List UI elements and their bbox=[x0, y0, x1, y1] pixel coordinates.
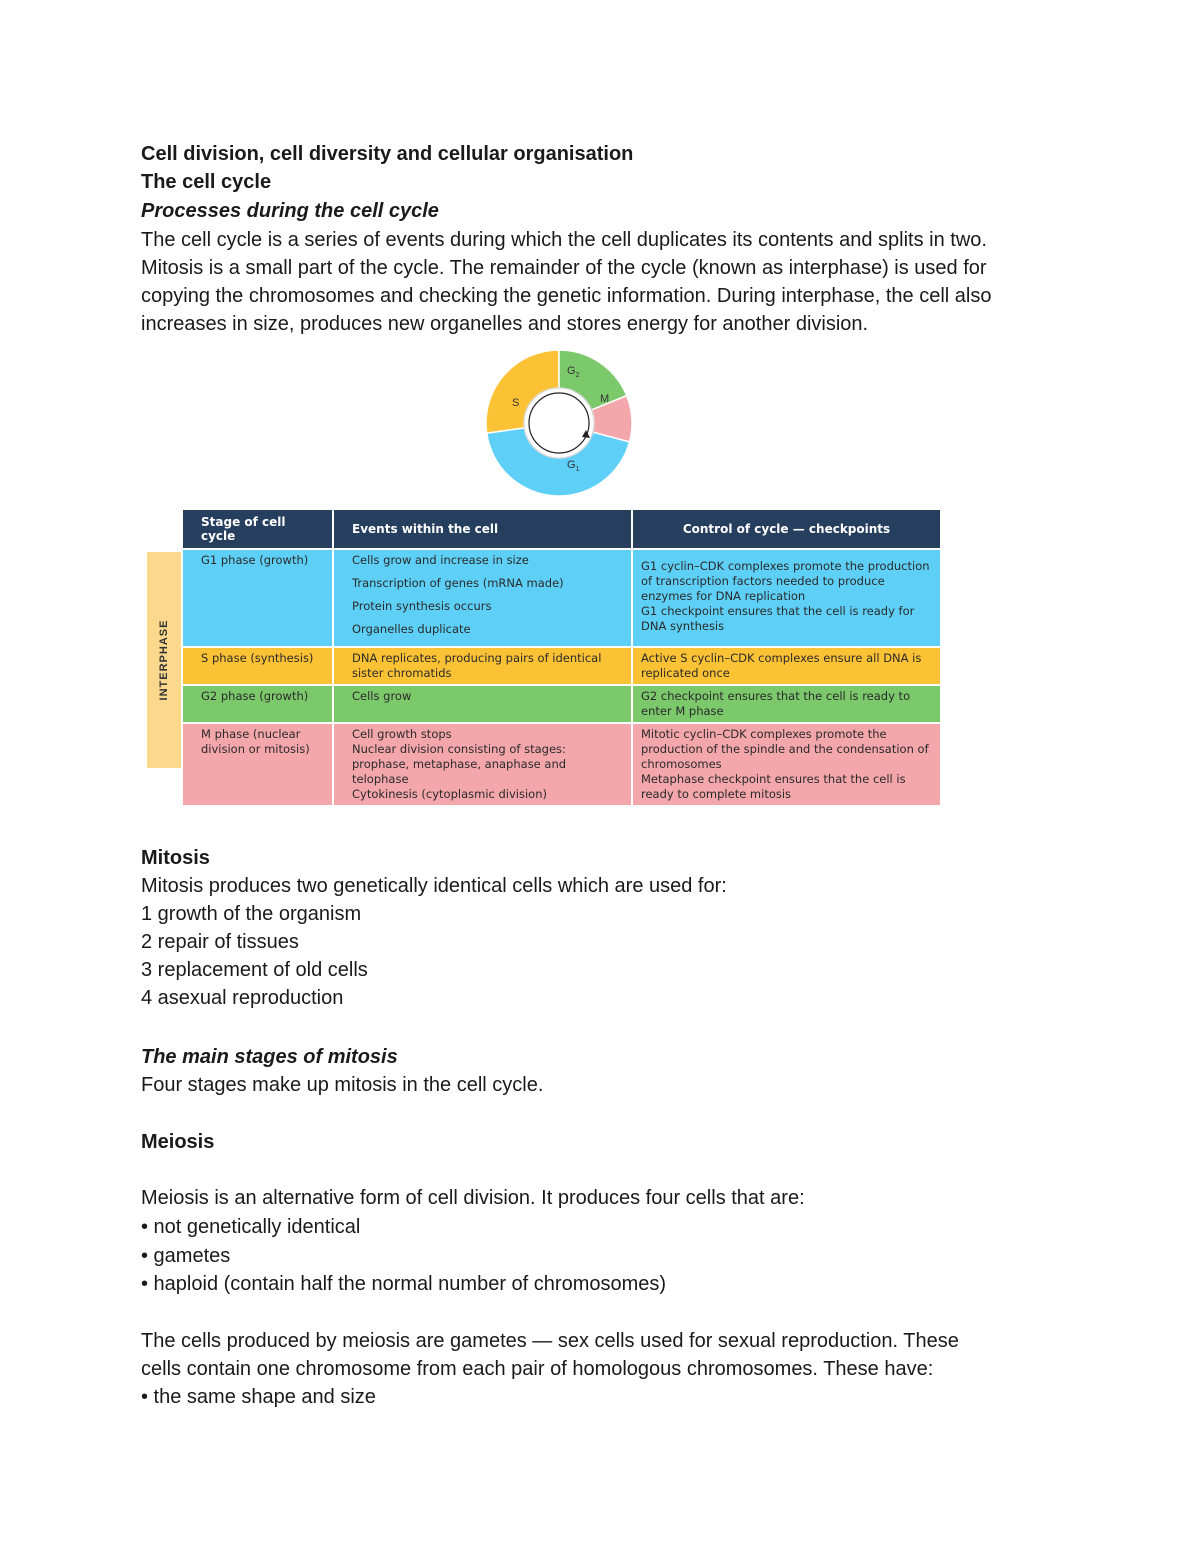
control-item: G1 checkpoint ensures that the cell is ready for DNA synthesis bbox=[641, 604, 915, 633]
mitosis-line: 2 repair of tissues bbox=[141, 931, 299, 953]
meiosis-line: Meiosis is an alternative form of cell division. It produces four cells that are: bbox=[141, 1187, 805, 1209]
event-item: Protein synthesis occurs bbox=[352, 599, 492, 613]
event-item: DNA replicates, producing pairs of identical sister chromatids bbox=[352, 651, 602, 680]
control-item: G1 cyclin–CDK complexes promote the production of transcription factors needed to produce enzymes for DNA replication bbox=[641, 559, 930, 603]
table-row-g2 bbox=[183, 685, 941, 723]
event-item: Cell growth stops bbox=[352, 727, 452, 741]
interphase-bar bbox=[147, 552, 181, 768]
mitosis-line: 4 asexual reproduction bbox=[141, 987, 344, 1009]
section-heading-cell-cycle: The cell cycle bbox=[141, 171, 272, 193]
table-row-m bbox=[183, 723, 941, 805]
event-item: Cells grow and increase in size bbox=[352, 553, 529, 567]
mitosis-line: Mitosis produces two genetically identical cells which are used for: bbox=[141, 875, 727, 897]
table-row-s bbox=[183, 647, 941, 685]
control-cell bbox=[632, 723, 941, 805]
control-item: G2 checkpoint ensures that the cell is ready to enter M phase bbox=[641, 689, 911, 718]
heading-meiosis: Meiosis bbox=[141, 1131, 215, 1153]
events-cell bbox=[333, 723, 632, 805]
meiosis-line: • not genetically identical bbox=[141, 1216, 361, 1238]
control-cell bbox=[632, 685, 941, 723]
stage-cell: M phase (nuclear division or mitosis) bbox=[183, 723, 333, 805]
header-events: Events within the cell bbox=[333, 510, 632, 549]
control-item: Active S cyclin–CDK complexes ensure all DNA is replicated once bbox=[641, 651, 922, 680]
mitosis-line: 1 growth of the organism bbox=[141, 903, 362, 925]
meiosis-line: • gametes bbox=[141, 1245, 231, 1267]
gametes-line: The cells produced by meiosis are gametes — sex cells used for sexual reproduction. These bbox=[141, 1330, 959, 1352]
gametes-line: • the same shape and size bbox=[141, 1386, 376, 1408]
g1-label: $G_1$ bbox=[567, 459, 580, 473]
document-title: Cell division, cell diversity and cellular organisation bbox=[141, 143, 634, 165]
control-cell bbox=[632, 647, 941, 685]
cell-cycle-figure bbox=[143, 348, 943, 812]
control-cell bbox=[632, 549, 941, 647]
header-stage: Stage of cell cycle bbox=[183, 510, 333, 549]
control-item: Metaphase checkpoint ensures that the cell is ready to complete mitosis bbox=[641, 772, 906, 801]
cell-cycle-table bbox=[183, 510, 942, 805]
event-item: Transcription of genes (mRNA made) bbox=[352, 576, 564, 590]
s-label: S bbox=[512, 397, 520, 409]
mitosis-line: 3 replacement of old cells bbox=[141, 959, 368, 981]
stage-cell: G1 phase (growth) bbox=[183, 549, 333, 647]
subsection-heading-processes: Processes during the cell cycle bbox=[141, 200, 439, 222]
events-cell bbox=[333, 685, 632, 723]
event-item: Nuclear division consisting of stages: prophase, metaphase, anaphase and telophase bbox=[352, 742, 567, 786]
heading-mitosis: Mitosis bbox=[141, 847, 210, 869]
heading-main-stages: The main stages of mitosis bbox=[141, 1046, 398, 1068]
g2-label: $G_2$ bbox=[567, 365, 580, 379]
stage-cell: G2 phase (growth) bbox=[183, 685, 333, 723]
event-item: Cells grow bbox=[352, 689, 412, 703]
intro-paragraph-line: increases in size, produces new organelles and stores energy for another division. bbox=[141, 313, 869, 335]
event-item: Organelles duplicate bbox=[352, 622, 471, 636]
stages-text: Four stages make up mitosis in the cell cycle. bbox=[141, 1074, 544, 1096]
meiosis-line: • haploid (contain half the normal number of chromosomes) bbox=[141, 1273, 667, 1295]
intro-paragraph-line: The cell cycle is a series of events during which the cell duplicates its contents and splits in two. bbox=[141, 229, 987, 251]
control-item: Mitotic cyclin–CDK complexes promote the production of the spindle and the condensation of chromosomes bbox=[641, 727, 929, 771]
event-item: Cytokinesis (cytoplasmic division) bbox=[352, 787, 547, 801]
events-cell bbox=[333, 647, 632, 685]
table-row-g1 bbox=[183, 549, 941, 647]
intro-paragraph-line: Mitosis is a small part of the cycle. The remainder of the cycle (known as interphase) is used for bbox=[141, 257, 987, 279]
header-control: Control of cycle — checkpoints bbox=[632, 510, 941, 549]
intro-paragraph-line: copying the chromosomes and checking the genetic information. During interphase, the cell also bbox=[141, 285, 992, 307]
interphase-label: INTERPHASE bbox=[158, 619, 170, 701]
m-label: M bbox=[600, 393, 610, 405]
events-cell bbox=[333, 549, 632, 647]
stage-cell: S phase (synthesis) bbox=[183, 647, 333, 685]
gametes-line: cells contain one chromosome from each pair of homologous chromosomes. These have: bbox=[141, 1358, 934, 1380]
table-header-row bbox=[183, 510, 941, 549]
cell-cycle-diagram bbox=[484, 348, 634, 498]
